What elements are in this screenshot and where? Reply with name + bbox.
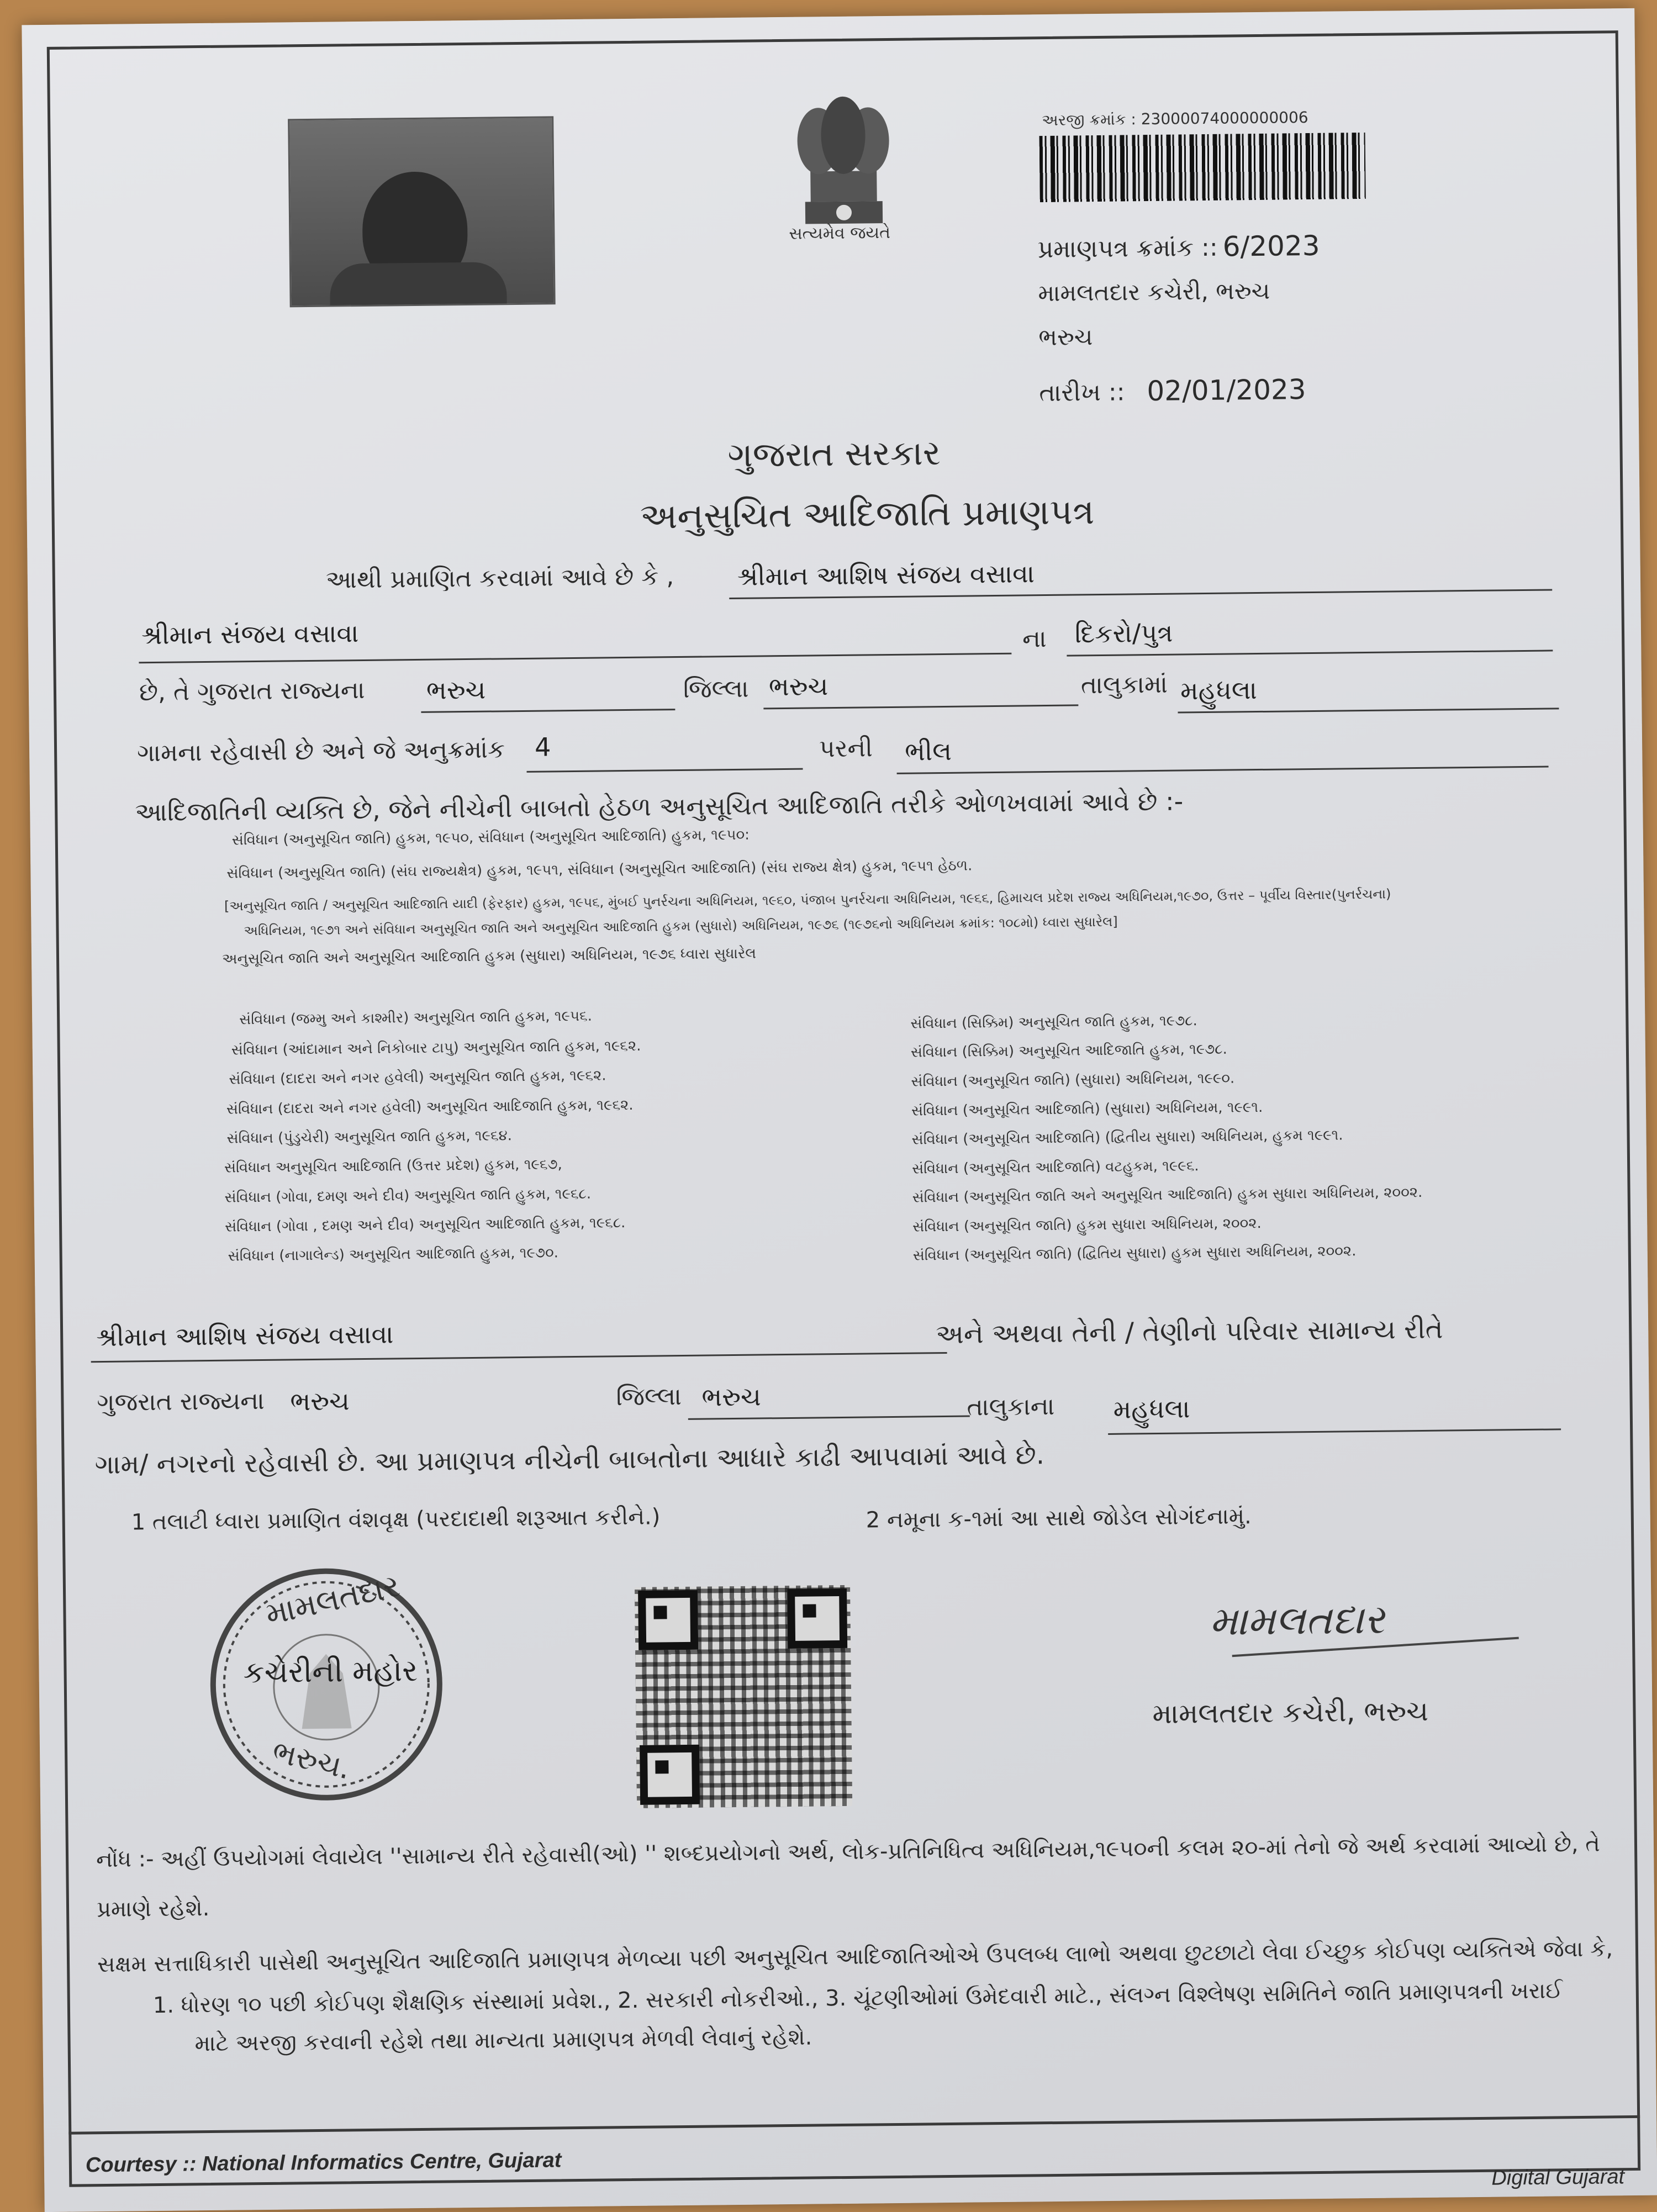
basis-1: 1 તલાટી ધ્વારા પ્રમાણિત વંશવૃક્ષ (પરદાદાથી શરૂઆત કરીને.) xyxy=(131,1504,661,1535)
holder-name: શ્રીમાન આશિષ સંજય વસાવા xyxy=(737,558,1035,592)
note-line: પ્રમાણે રહેશે. xyxy=(96,1896,210,1923)
district: ભરુચ xyxy=(768,671,828,702)
order-right: સંવિધાન (અનુસૂચિત જાતિ) (દ્વિતિય સુધારા) હુકમ સુધારા અધિનિયમ, ૨૦૦૨. xyxy=(912,1243,1357,1264)
certificate-number: 6/2023 xyxy=(1222,229,1320,263)
family-text: અને અથવા તેની / તેણીનો પરિવાર સામાન્ય રીતે xyxy=(935,1313,1443,1350)
state-text: છે, તે ગુજરાત રાજ્યના xyxy=(139,675,365,707)
order-left: સંવિધાન (પુંડુચેરી) અનુસૂચિત જાતિ હુકમ, ૧૯૬૪. xyxy=(226,1127,513,1147)
applicant-photo xyxy=(288,116,556,307)
order-line: સંવિધાન (અનુસૂચિત જાતિ) હુકમ, ૧૯૫૦, સંવિધાન (અનુસૂચિત આદિજાતિ) હુકમ, ૧૯૫૦: xyxy=(231,826,750,849)
note-line: માટે અરજી કરવાની રહેશે તથા માન્યતા પ્રમાણપત્ર મેળવી લેવાનું રહેશે. xyxy=(194,2024,812,2057)
government-title: ગુજરાત સરકાર xyxy=(727,432,941,476)
seal-top-text: મામલતદાર xyxy=(262,1567,403,1633)
emblem-motto: સત્યમેવ જયતે xyxy=(789,223,891,244)
family-resident-text: ગામ/ નગરનો રહેવાસી છે. આ પ્રમાણપત્ર નીચેની બાબતોના આધારે કાઢી આપવામાં આવે છે. xyxy=(94,1439,1045,1481)
order-right: સંવિધાન (અનુસૂચિત જાતિ અને અનુસૂચિત આદિજાતિ) હુકમ સુધારા અધિનિયમ, ૨૦૦૨. xyxy=(912,1184,1423,1206)
order-left: સંવિધાન (ગોવા , દમણ અને દીવ) અનુસૂચિત આદિજાતિ હુકમ, ૧૯૬૮. xyxy=(224,1215,626,1236)
digital-gujarat-text: Digital Gujarat xyxy=(1491,2165,1625,2190)
family-state-text: ગુજરાત રાજ્યના xyxy=(97,1386,265,1417)
date-label: તારીખ :: xyxy=(1039,378,1125,408)
order-left: સંવિધાન (જમ્મુ અને કાશ્મીર) અનુસૂચિત જાતિ હુકમ, ૧૯૫૬. xyxy=(239,1007,593,1028)
father-name: શ્રીમાન સંજય વસાવા xyxy=(141,618,359,651)
order-right: સંવિધાન (અનુસૂચિત જાતિ) (સુધારા) અધિનિયમ, ૧૯૯૦. xyxy=(911,1070,1235,1090)
order-right: સંવિધાન (સિક્કિમ) અનુસૂચિત જાતિ હુકમ, ૧૯૭૮. xyxy=(910,1012,1197,1032)
order-line: સંવિધાન (અનુસૂચિત જાતિ) (સંઘ રાજ્યક્ષેત્ર) હુકમ, ૧૯૫૧, સંવિધાન (અનુસૂચિત આદિજાતિ) (સંઘ રાજ્ય ક્ષેત્ર) હુકમ, ૧૯૫૧ હેઠળ. xyxy=(226,857,973,882)
order-left: સંવિધાન (નાગાલેન્ડ) અનુસૂચિત આદિજાતિ હુકમ, ૧૯૭૦. xyxy=(228,1244,559,1265)
note-line: નોંધ :- અહીં ઉપયોગમાં લેવાયેલ ''સામાન્ય રીતે રહેવાસી(ઓ) '' શબ્દપ્રયોગનો અર્થ, લોક-પ્રતિનિધિત્વ અધિનિયમ,૧૯૫૦ની કલમ ૨૦-માં તેનો જે અર્થ કરવામાં આવ્યો છે, તે xyxy=(96,1831,1601,1873)
family-village: ભરુચ xyxy=(290,1386,350,1417)
application-number: અરજી ક્રમાંક : 23000074000000006 xyxy=(1042,108,1308,130)
order-right: સંવિધાન (અનુસૂચિત જાતિ) હુકમ સુધારા અધિનિયમ, ૨૦૦૨. xyxy=(912,1215,1262,1236)
note-line: 1. ધોરણ ૧૦ પછી કોઈપણ શૈક્ષણિક સંસ્થામાં પ્રવેશ., 2. સરકારી નોકરીઓ., 3. ચૂંટણીઓમાં ઉમેદવારી માટે., સંલગ્ન વિશ્લેષણ સમિતિને જાતિ પ્રમાણપત્રની ખરાઈ xyxy=(152,1978,1563,2019)
order-right: સંવિધાન (અનુસૂચિત આદિજાતિ) (દ્વિતીય સુધારા) અધિનિયમ, હુકમ ૧૯૯૧. xyxy=(911,1127,1343,1148)
note-line: સક્ષમ સત્તાધિકારી પાસેથી અનુસૂચિત આદિજાતિ પ્રમાણપત્ર મેળવ્યા પછી અનુસૂચિત આદિજાતિઓએ ઉપલબ્ધ લાભો અથવા છુટછાટો લેવા ઈચ્છુક કોઈપણ વ્યક્તિએ જેવા કે, xyxy=(97,1936,1613,1978)
tribe: ભીલ xyxy=(904,736,952,767)
certificate-title: અનુસુચિત આદિજાતિ પ્રમાણપત્ર xyxy=(640,492,1095,537)
certificate-number-label: પ્રમાણપત્ર ક્રમાંક :: xyxy=(1037,233,1218,264)
order-right: સંવિધાન (સિક્કિમ) અનુસૂચિત આદિજાતિ હુકમ, ૧૯૭૮. xyxy=(910,1041,1227,1061)
of-label: ના xyxy=(1022,625,1047,653)
certify-text: આથી પ્રમાણિત કરવામાં આવે છે કે , xyxy=(325,562,674,594)
issuing-place: ભરુચ xyxy=(1038,323,1093,351)
seal-middle-text: કચેરીની મહોર xyxy=(243,1653,418,1690)
resident-text: ગામના રહેવાસી છે અને જે અનુક્રમાંક xyxy=(136,735,505,768)
seal-bottom-text: ભરુચ. xyxy=(269,1734,354,1786)
order-line: અનુસૂચિત જાતિ અને અનુસૂચિત આદિજાતિ હુકમ (સુધારા) અધિનિયમ, ૧૯૭૬ ધ્વારા સુધારેલ xyxy=(221,945,757,968)
serial-number: 4 xyxy=(534,732,551,762)
qr-code xyxy=(635,1585,852,1808)
of-text: પરની xyxy=(819,734,873,763)
signing-office: મામલતદાર કચેરી, ભરુચ xyxy=(1152,1694,1429,1730)
taluka: મહુધલા xyxy=(1180,675,1258,706)
relation: દિકરો/પુત્ર xyxy=(1074,617,1173,649)
basis-2: 2 નમૂના ક-૧માં આ સાથે જોડેલ સોગંદનામું. xyxy=(866,1503,1252,1533)
signature: મામલતદાર xyxy=(1209,1596,1385,1645)
order-left: સંવિધાન (દાદરા અને નગર હવેલી) અનુસૂચિત આદિજાતિ હુકમ, ૧૯૬૨. xyxy=(226,1096,634,1118)
order-left: સંવિધાન (ગોવા, દમણ અને દીવ) અનુસૂચિત જાતિ હુકમ, ૧૯૬૮. xyxy=(224,1185,592,1206)
village: ભરુચ xyxy=(426,674,486,705)
certificate-sheet xyxy=(22,8,1657,2212)
barcode xyxy=(1039,133,1366,202)
order-right: સંવિધાન (અનુસૂચિત આદિજાતિ) (સુધારા) અધિનિયમ, ૧૯૯૧. xyxy=(911,1099,1263,1120)
order-line: [અનુસૂચિત જાતિ / અનુસૂચિત આદિજાતિ યાદી (ફેરફાર) હુકમ, ૧૯૫૬, મુંબઈ પુનર્રચના અધિનિયમ, ૧૯૬૦, પંજાબ પુનર્રચના અધિનિયમ, ૧૯૬૬, હિમાચલ પ્રદેશ રાજ્ય અધિનિયમ,૧૯૭૦, ઉત્તર – પૂર્વીય વિસ્તાર(પુનર્રચના) xyxy=(224,886,1391,914)
family-district-label: જિલ્લા xyxy=(616,1382,682,1412)
issuing-office: મામલતદાર કચેરી, ભરુચ xyxy=(1038,277,1270,307)
family-taluka-label: તાલુકાના xyxy=(967,1392,1055,1422)
district-label: જિલ્લા xyxy=(683,674,749,704)
family-holder-name: શ્રીમાન આશિષ સંજય વસાવા xyxy=(96,1319,394,1353)
order-left: સંવિધાન અનુસૂચિત આદિજાતિ (ઉત્તર પ્રદેશ) હુકમ, ૧૯૬૭, xyxy=(224,1156,562,1176)
order-line: અધિનિયમ, ૧૯૭૧ અને સંવિધાન અનુસૂચિત જાતિ અને અનુસૂચિત આદિજાતિ હુકમ (સુધારો) અધિનિયમ, ૧૯૭૬ (૧૯૭૬નો અધિનિયમ ક્રમાંક: ૧૦૮મો) ધ્વારા સુધારેલ] xyxy=(244,914,1118,939)
family-district: ભરુચ xyxy=(701,1381,762,1412)
order-left: સંવિધાન (આંદામાન અને નિકોબાર ટાપુ) અનુસૂચિત જાતિ હુકમ, ૧૯૬૨. xyxy=(231,1037,641,1059)
taluka-label: તાલુકામાં xyxy=(1080,670,1168,700)
order-left: સંવિધાન (દાદરા અને નગર હવેલી) અનુસૂચિત જાતિ હુકમ, ૧૯૬૨. xyxy=(229,1067,606,1088)
courtesy-text: Courtesy :: National Informatics Centre, Gujarat xyxy=(85,2148,562,2177)
family-taluka: મહુધલા xyxy=(1113,1393,1190,1424)
issue-date: 02/01/2023 xyxy=(1147,373,1306,408)
order-right: સંવિધાન (અનુસૂચિત આદિજાતિ) વટહુકમ, ૧૯૯૬. xyxy=(911,1158,1199,1178)
recognized-text: આદિજાતિની વ્યક્તિ છે, જેને નીચેની બાબતો હેઠળ અનુસૂચિત આદિજાતિ તરીકે ઓળખવામાં આવે છે :- xyxy=(134,786,1184,827)
